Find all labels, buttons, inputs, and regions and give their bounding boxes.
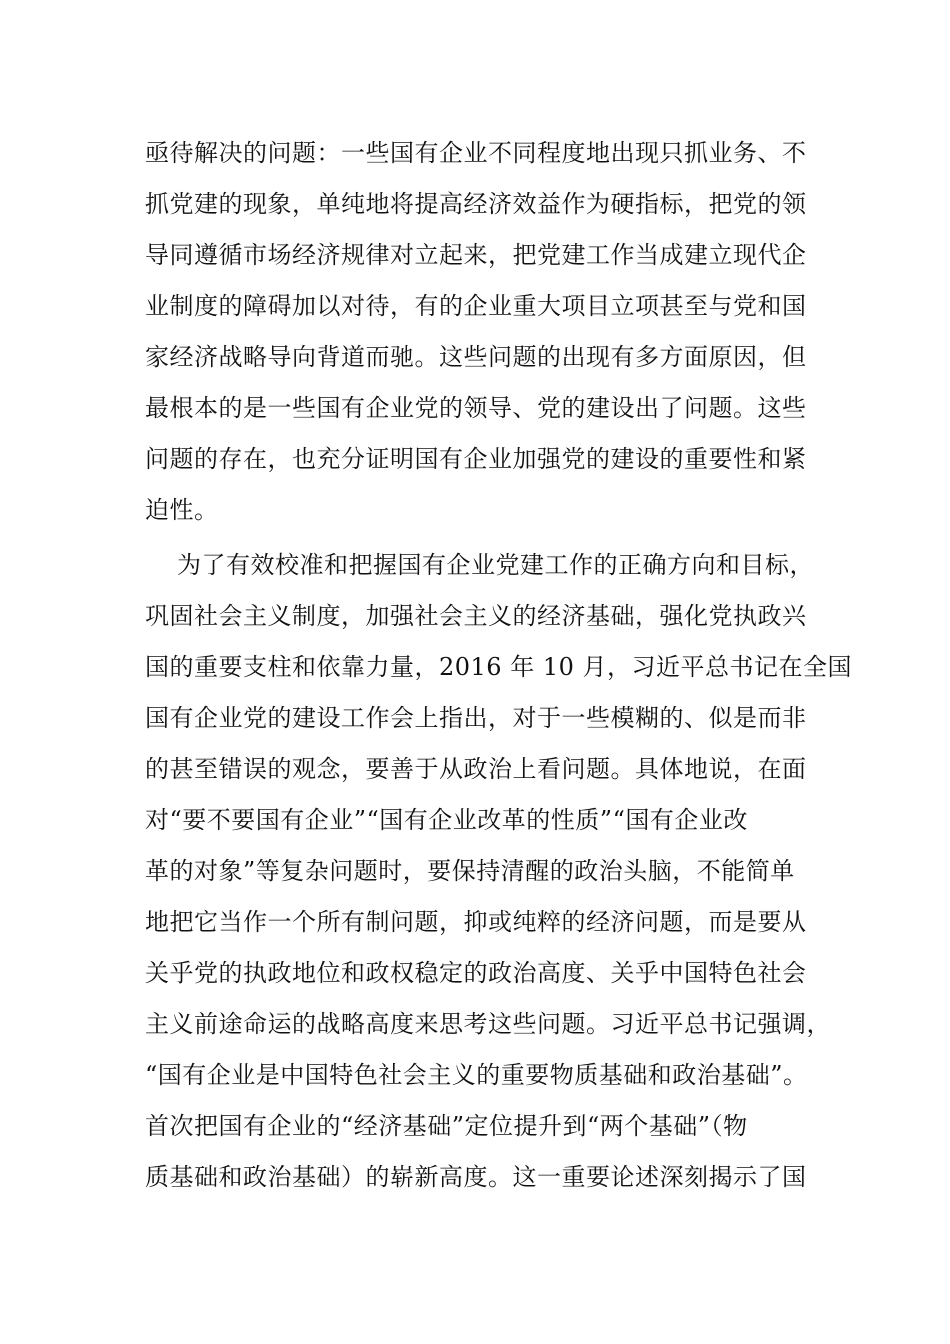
text-line: 主义前途命运的战略高度来思考这些问题。习近平总书记强调， (145, 1010, 831, 1038)
text-line: 关乎党的执政地位和政权稳定的政治高度、关乎中国特色社会 (145, 959, 807, 987)
text-line: 革的对象”等复杂问题时，要保持清醒的政治头脑，不能简单 (145, 857, 795, 885)
text-line: 最根本的是一些国有企业党的领导、党的建设出了问题。这些 (145, 394, 807, 422)
text-line: 地把它当作一个所有制问题，抑或纯粹的经济问题，而是要从 (145, 908, 807, 936)
text-line: 业制度的障碍加以对待，有的企业重大项目立项甚至与党和国 (145, 292, 807, 320)
text-line: “国有企业是中国特色社会主义的重要物质基础和政治基础”。 (145, 1061, 808, 1089)
text-line: 亟待解决的问题：一些国有企业不同程度地出现只抓业务、不 (145, 139, 807, 167)
text-line: 为了有效校准和把握国有企业党建工作的正确方向和目标， (177, 551, 814, 579)
text-line: 家经济战略导向背道而驰。这些问题的出现有多方面原因，但 (145, 343, 807, 371)
paragraph-2 (145, 540, 853, 1203)
text-line: 国有企业党的建设工作会上指出，对于一些模糊的、似是而非 (145, 704, 807, 732)
text-line: 对“要不要国有企业”“国有企业改革的性质”“国有企业改 (145, 806, 748, 834)
text-line: 导同遵循市场经济规律对立起来，把党建工作当成建立现代企 (145, 241, 807, 269)
text-line: 迫性。 (145, 496, 219, 524)
paragraph-1 (145, 128, 810, 536)
text-line: 问题的存在，也充分证明国有企业加强党的建设的重要性和紧 (145, 445, 807, 473)
text-line: 首次把国有企业的“经济基础”定位提升到“两个基础”（物 (145, 1112, 748, 1140)
text-line: 巩固社会主义制度，加强社会主义的经济基础，强化党执政兴 (145, 602, 807, 630)
text-line: 抓党建的现象，单纯地将提高经济效益作为硬指标，把党的领 (145, 190, 807, 218)
text-line: 国的重要支柱和依靠力量，2016 年 10 月，习近平总书记在全国 (145, 653, 853, 681)
text-line: 质基础和政治基础）的崭新高度。这一重要论述深刻揭示了国 (145, 1163, 807, 1191)
text-line: 的甚至错误的观念，要善于从政治上看问题。具体地说，在面 (145, 755, 807, 783)
